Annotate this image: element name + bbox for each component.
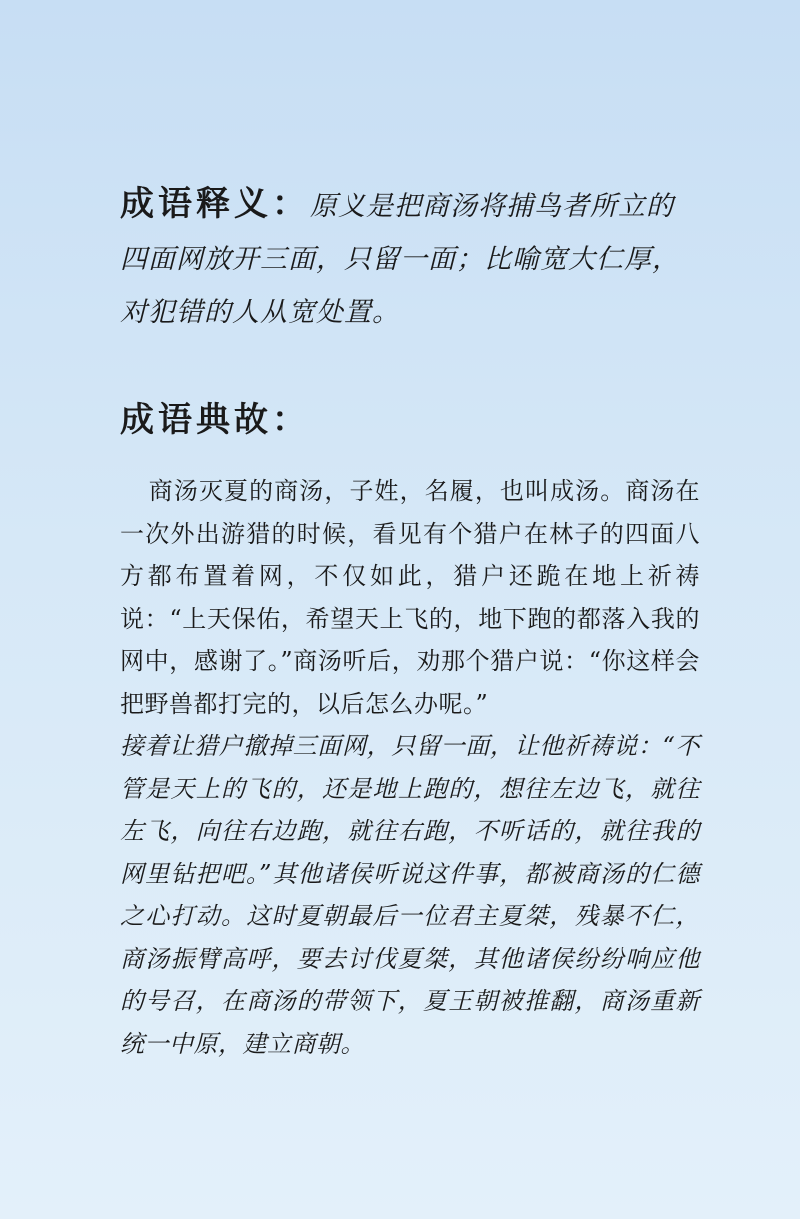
idiom-meaning-section bbox=[120, 178, 700, 339]
idiom-story-heading: 成语典故： bbox=[120, 400, 310, 440]
idiom-meaning-text: 原义是把商汤将捕鸟者所立的四面网放开三面，只留一面；比喻宽大仁厚，对犯错的人从宽处置。 bbox=[120, 191, 680, 328]
idiom-meaning-label: 成语释义： bbox=[120, 184, 310, 224]
idiom-story-body bbox=[120, 470, 700, 1065]
story-paragraph-regular: 商汤灭夏的商汤，子姓，名履，也叫成汤。商汤在一次外出游猎的时候，看见有个猎户在林子的四面八方都布置着网，不仅如此，猎户还跪在地上祈祷说：“上天保佑，希望天上飞的，地下跑的都落入我的网中，感谢了。”商汤听后，劝那个猎户说：“你这样会把野兽都打完的，以后怎么办呢。” bbox=[120, 477, 700, 718]
story-paragraph-italic: 接着让猎户撤掉三面网，只留一面，让他祈祷说：“不管是天上的飞的，还是地上跑的，想往左边飞，就往左飞，向往右边跑，就往右跑，不听话的，就往我的网里钻把吧。”其他诸侯听说这件事，都被商汤的仁德之心打动。这时夏朝最后一位君主夏桀，残暴不仁，商汤振臂高呼，要去讨伐夏桀，其他诸侯纷纷响应他的号召，在商汤的带领下，夏王朝被推翻，商汤重新统一中原，建立商朝。 bbox=[120, 732, 700, 1058]
